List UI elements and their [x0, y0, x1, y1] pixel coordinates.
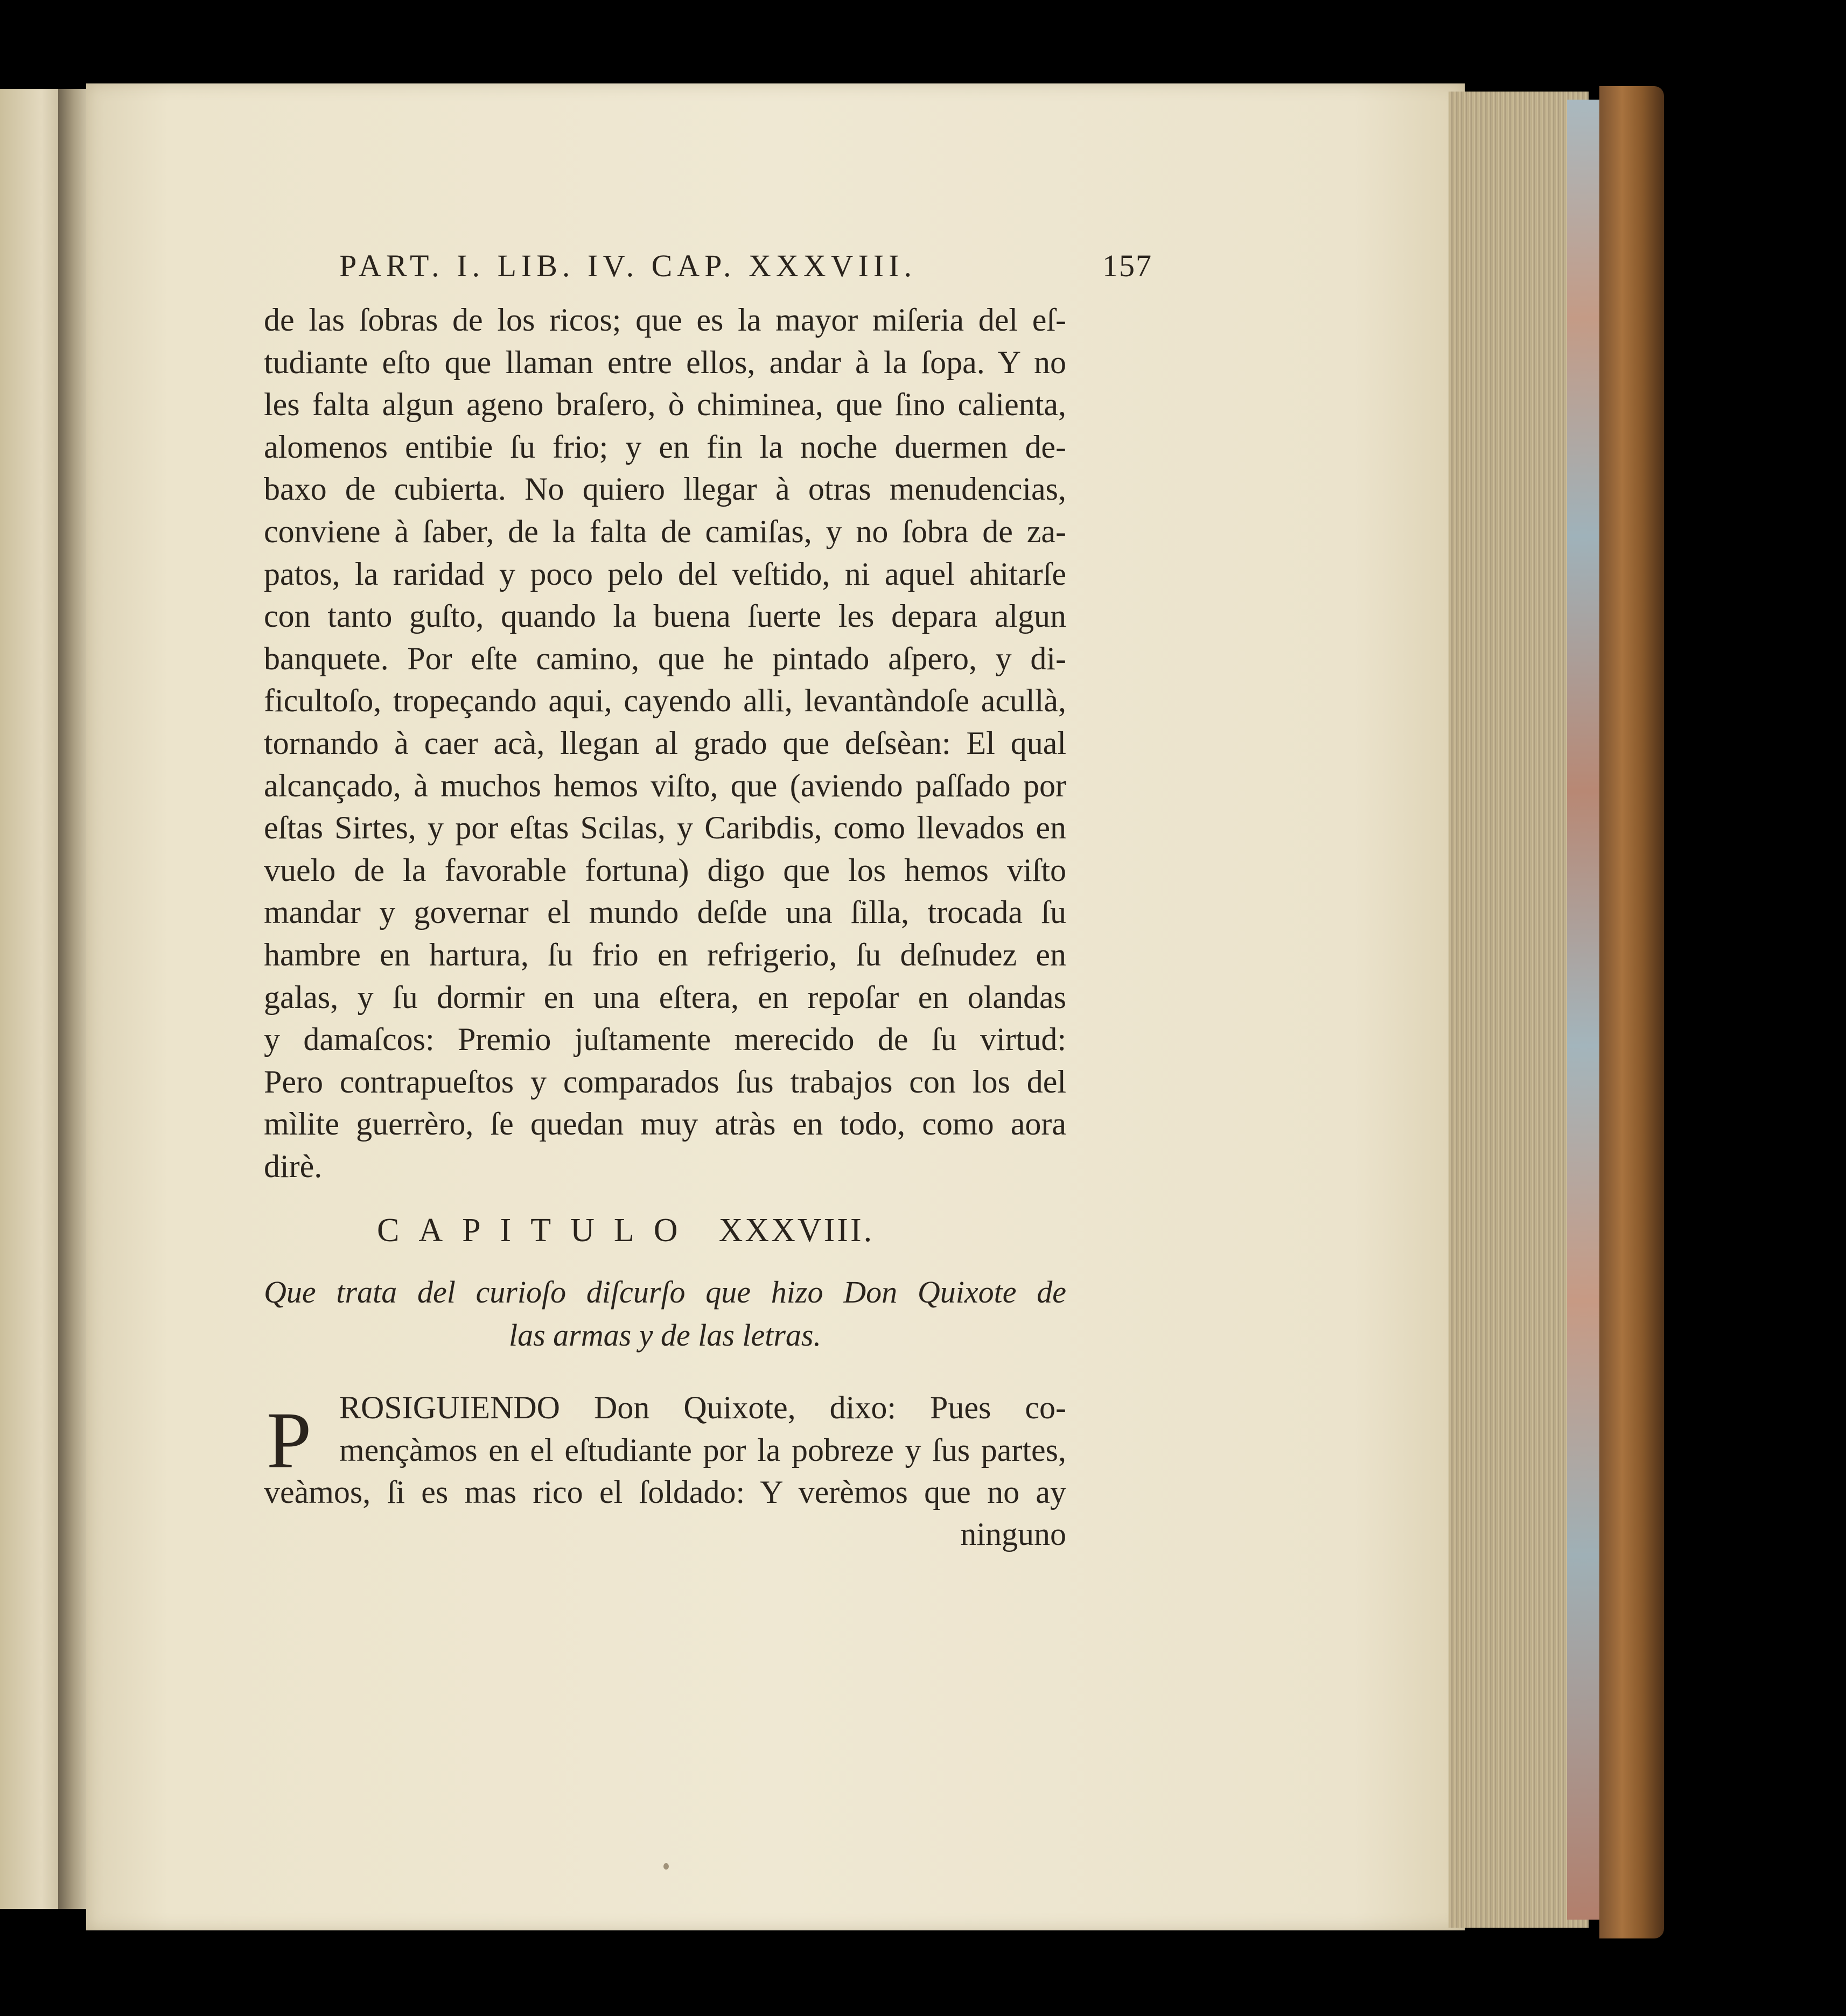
page-body-text: [264, 299, 1066, 1187]
text-line: mìlite guerrèro, ſe quedan muy atràs en todo, como aora: [264, 1106, 1066, 1142]
text-line: de las ſobras de los ricos; que es la mayor miſeria del eſ-: [264, 302, 1066, 338]
text-line: alcançado, à muchos hemos viſto, que (aviendo paſſado por: [264, 767, 1066, 803]
leather-cover: [1599, 86, 1664, 1938]
drop-cap: P: [267, 1396, 312, 1485]
text-line: baxo de cubierta. No quiero llegar à otras menudencias,: [264, 471, 1066, 507]
chapter-subtitle-line: Que trata del curioſo diſcurſo que hizo Don Quixote de: [264, 1275, 1066, 1310]
text-line: patos, la raridad y poco pelo del veſtido, ni aquel ahitarſe: [264, 556, 1066, 592]
text-line: ficultoſo, tropeçando aqui, cayendo alli, levantàndoſe acullà,: [264, 683, 1066, 719]
text-line: hambre en hartura, ſu frio en refrigerio, ſu deſnudez en: [264, 936, 1066, 972]
chapter-heading: [377, 1212, 959, 1250]
text-line: banquete. Por eſte camino, que he pintado aſpero, y di-: [264, 640, 1066, 676]
text-line: tudiante eſto que llaman entre ellos, andar à la ſopa. Y no: [264, 344, 1066, 380]
page-number: 157: [1102, 248, 1152, 283]
chapter-subtitle-line: las armas y de las letras.: [509, 1318, 821, 1353]
text-line: mandar y governar el mundo deſde una ſilla, trocada ſu: [264, 894, 1066, 930]
chapter-body-text: [264, 1389, 1066, 1516]
text-line: les falta algun ageno braſero, ò chiminea, que ſino calienta,: [264, 387, 1066, 423]
text-line: vuelo de la favorable fortuna) digo que los hemos viſto: [264, 852, 1066, 888]
running-head-title: PART. I. LIB. IV. CAP. XXXVIII.: [339, 248, 917, 283]
chapter-numeral: XXXVIII.: [718, 1212, 875, 1249]
text-line: dirè.: [264, 1148, 323, 1184]
text-line: tornando à caer acà, llegan al grado que deſsèan: El qual: [264, 725, 1066, 761]
chapter-subtitle: [264, 1271, 1066, 1357]
text-line: con tanto guſto, quando la buena ſuerte les depara algun: [264, 598, 1066, 634]
text-line: conviene à ſaber, de la falta de camiſas, y no ſobra de za-: [264, 513, 1066, 549]
text-line: galas, y ſu dormir en una eſtera, en repoſar en olandas: [264, 979, 1066, 1015]
text-line: ROSIGUIENDO Don Quixote, dixo: Pues co-: [339, 1390, 1066, 1425]
text-line: Pero contrapueſtos y comparados ſus trabajos con los del: [264, 1063, 1066, 1100]
text-line: y damaſcos: Premio juſtamente merecido de ſu virtud:: [264, 1021, 1066, 1058]
text-line: mençàmos en el eſtudiante por la pobreze y ſus partes,: [339, 1432, 1066, 1468]
running-head: [339, 248, 1152, 291]
text-line: veàmos, ſi es mas rico el ſoldado: Y verèmos que no ay: [264, 1474, 1066, 1510]
text-line: alomenos entibie ſu frio; y en fin la noche duermen de-: [264, 429, 1066, 465]
text-line: eſtas Sirtes, y por eſtas Scilas, y Caribdis, como llevados en: [264, 810, 1066, 846]
ink-spot: [663, 1863, 669, 1870]
chapter-heading-word: CAPITULO: [377, 1212, 697, 1249]
catchword: ninguno: [960, 1516, 1066, 1552]
